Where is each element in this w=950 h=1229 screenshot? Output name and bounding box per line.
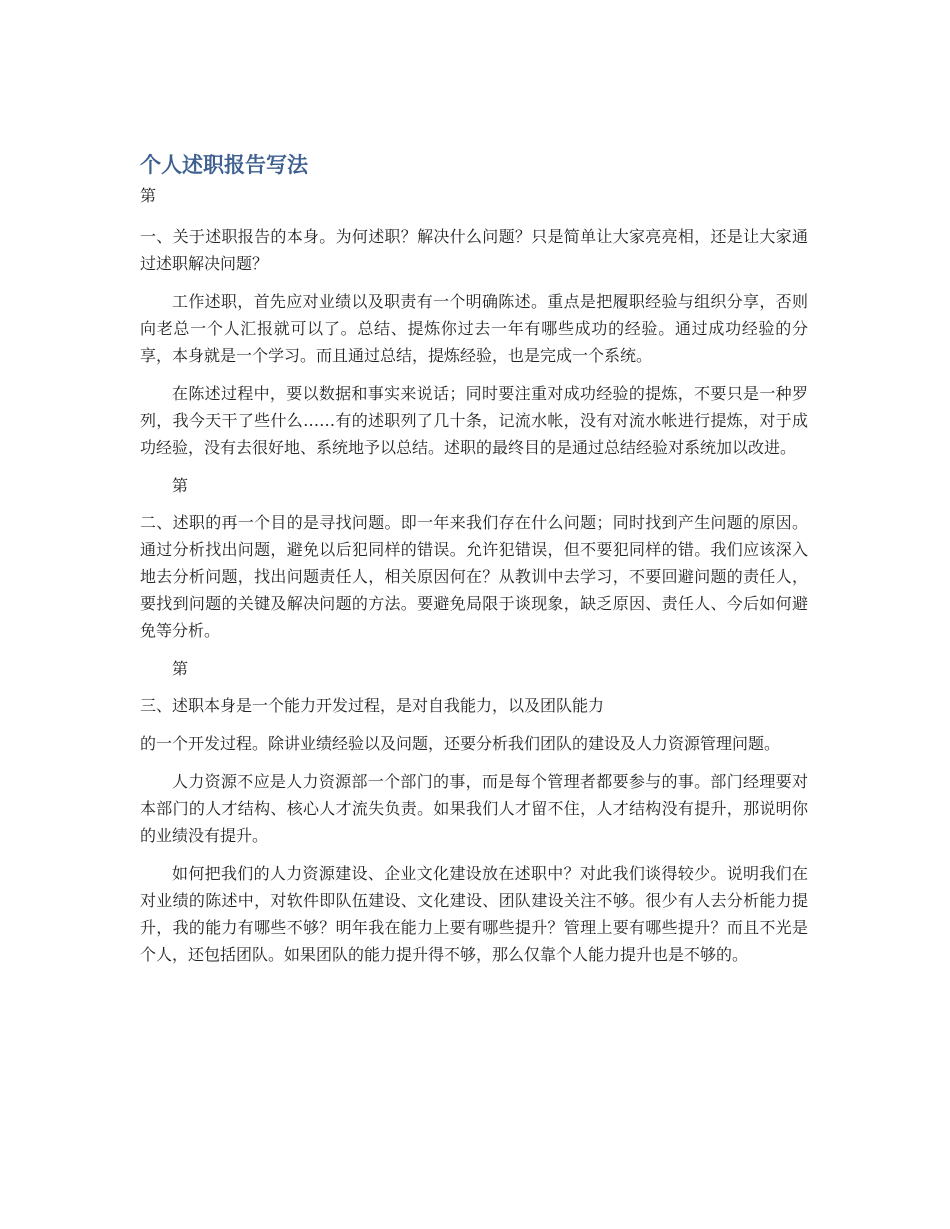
- section-marker-1: 第: [140, 186, 157, 205]
- section-2-heading: 二、述职的再一个目的是寻找问题。即一年来我们存在什么问题；同时找到产生问题的原因。通过分析找出问题，避免以后犯同样的错误。允许犯错误，但不要犯同样的错。我们应该深入地去分析问题，找出问题责任人，相关原因何在？从教训中去学习，不要回避问题的责任人，要找到问题的关键及解决问题的方法。要避免局限于谈现象，缺乏原因、责任人、今后如何避免等分析。: [140, 513, 808, 640]
- section-1-paragraph-1: 工作述职，首先应对业绩以及职责有一个明确陈述。重点是把履职经验与组织分享，否则向老总一个人汇报就可以了。总结、提炼你过去一年有哪些成功的经验。通过成功经验的分享，本身就是一个学习。而且通过总结，提炼经验，也是完成一个系统。: [140, 292, 808, 365]
- section-1-heading: 一、关于述职报告的本身。为何述职？解决什么问题？只是简单让大家亮亮相，还是让大家通过述职解决问题？: [140, 227, 808, 273]
- section-3-paragraph-2: 人力资源不应是人力资源部一个部门的事，而是每个管理者都要参与的事。部门经理要对本部门的人才结构、核心人才流失负责。如果我们人才留不住，人才结构没有提升，那说明你的业绩没有提升。: [140, 772, 808, 845]
- section-3-heading: 三、述职本身是一个能力开发过程，是对自我能力，以及团队能力: [140, 696, 605, 715]
- section-3-paragraph-3: 如何把我们的人力资源建设、企业文化建设放在述职中？对此我们谈得较少。说明我们在对业绩的陈述中，对软件即队伍建设、文化建设、团队建设关注不够。很少有人去分析能力提升，我的能力有哪些不够？明年我在能力上要有哪些提升？管理上要有哪些提升？而且不光是个人，还包括团队。如果团队的能力提升得不够，那么仅靠个人能力提升也是不够的。: [140, 864, 808, 964]
- section-3-paragraph-1: 的一个开发过程。除讲业绩经验以及问题，还要分析我们团队的建设及人力资源管理问题。: [140, 734, 781, 753]
- document-title: 个人述职报告写法: [140, 153, 308, 177]
- document-page: [140, 150, 808, 979]
- section-1-paragraph-2: 在陈述过程中，要以数据和事实来说话；同时要注重对成功经验的提炼，不要只是一种罗列，我今天干了些什么……有的述职列了几十条，记流水帐，没有对流水帐进行提炼，对于成功经验，没有去很好地、系统地予以总结。述职的最终目的是通过总结经验对系统加以改进。: [140, 384, 808, 457]
- section-marker-2: 第: [172, 476, 189, 495]
- section-marker-3: 第: [172, 659, 189, 678]
